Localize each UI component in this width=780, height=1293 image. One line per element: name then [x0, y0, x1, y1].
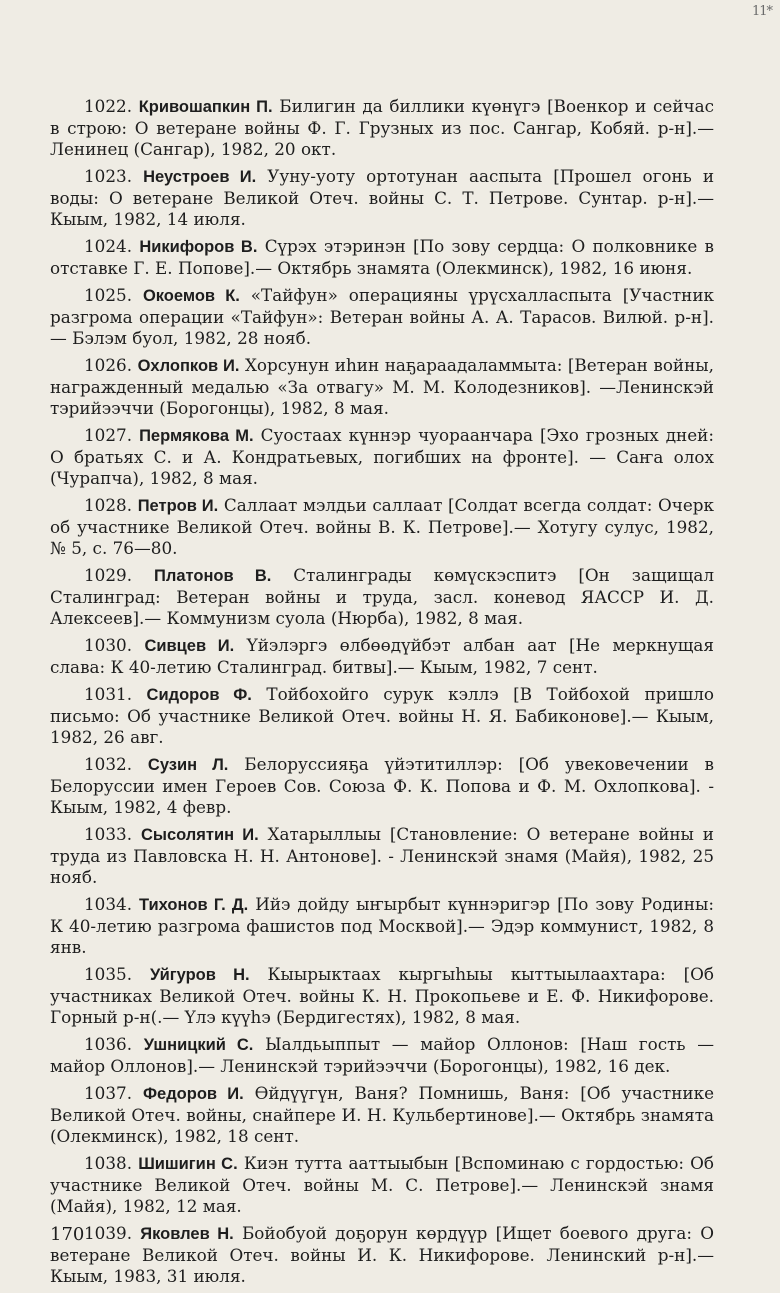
bibliography-entry — [50, 565, 714, 629]
bibliography-entry — [50, 236, 714, 279]
bibliography-entry — [50, 1223, 714, 1287]
entry-number: 1033. — [84, 824, 133, 844]
bibliography-entry — [50, 754, 714, 818]
entry-author: Ушницкий С. — [143, 1036, 254, 1054]
entry-number: 1034. — [84, 894, 133, 914]
entry-number: 1036. — [84, 1034, 133, 1054]
entry-text: Үйэлэргэ өлбөөдүйбэт албан аат [Не меркнущая слава: К 40-летию Сталинград. битвы].— Кыым, 1982, 7 сент. — [50, 635, 714, 677]
entry-text: Тойбохойго сурук кэллэ [В Тойбохой пришло письмо: Об участнике Великой Отеч. войны Н. Я. Бабиконове].— Кыым, 1982, 26 авг. — [50, 684, 714, 747]
entry-number: 1038. — [84, 1153, 133, 1173]
entry-number: 1039. — [84, 1223, 133, 1243]
entry-text: Хатарыллыы [Становление: О ветеране войны и труда из Павловска Н. Н. Антонове]. - Ленинскэй знамя (Майя), 1982, 25 нояб. — [50, 824, 714, 887]
entry-number: 1029. — [84, 565, 133, 585]
entry-author: Яковлев Н. — [140, 1225, 234, 1243]
entry-number: 1031. — [84, 684, 133, 704]
entry-number: 1030. — [84, 635, 133, 655]
entry-author: Никифоров В. — [139, 238, 258, 256]
entry-author: Федоров И. — [142, 1085, 244, 1103]
entry-number: 1024. — [84, 236, 133, 256]
entry-author: Тихонов Г. Д. — [139, 896, 249, 914]
entry-number: 1032. — [84, 754, 133, 774]
entry-author: Пермякова М. — [139, 427, 254, 445]
entry-text: Сүрэх этэринэн [По зову сердца: О полковнике в отставке Г. Е. Попове].— Октябрь знамята (Олекминск), 1982, 16 июня. — [50, 236, 714, 278]
entry-number: 1027. — [84, 425, 133, 445]
entry-number: 1028. — [84, 495, 133, 515]
bibliography-entry — [50, 894, 714, 958]
entry-author: Неустроев И. — [143, 168, 257, 186]
entry-text: Ыалдьыппыт — майор Оллонов: [Наш гость — майор Оллонов].— Ленинскэй тэрийээччи (Борогонцы), 1982, 16 дек. — [50, 1034, 714, 1076]
entry-author: Окоемов К. — [142, 287, 240, 305]
entry-author: Сивцев И. — [144, 637, 235, 655]
page-number: 170 — [50, 1224, 85, 1245]
entry-author: Платонов В. — [153, 567, 272, 585]
bibliography-entry — [50, 355, 714, 419]
bibliography-entry — [50, 166, 714, 230]
entry-text: Суостаах күннэр чуораанчара [Эхо грозных дней: О братьях С. и А. Кондратьевых, погибших на фронте]. — Саҥа олох (Чурапча), 1982, 8 мая. — [50, 425, 714, 488]
entry-author: Уйгуров Н. — [149, 966, 250, 984]
entry-author: Шишигин С. — [138, 1155, 238, 1173]
entry-author: Сидоров Ф. — [146, 686, 252, 704]
bibliography-entry — [50, 1034, 714, 1077]
entry-author: Петров И. — [137, 497, 219, 515]
bibliography-entry — [50, 425, 714, 489]
entry-text: Өйдүүгүн, Ваня? Помнишь, Ваня: [Об участнике Великой Отеч. войны, снайпере И. Н. Кульбертинове].— Октябрь знамята (Олекминск), 1982, 18 сент. — [50, 1083, 714, 1146]
entry-text: Ууну-уоту ортотунан ааспыта [Прошел огонь и воды: О ветеране Великой Отеч. войны С. Т. Петрове. Сунтар. р-н].— Кыым, 1982, 14 июля. — [50, 166, 715, 229]
bibliography-entry — [50, 684, 714, 748]
bibliography-entry — [50, 285, 714, 349]
entry-number: 1025. — [84, 285, 133, 305]
entry-author: Сысолятин И. — [140, 826, 259, 844]
entry-number: 1023. — [84, 166, 133, 186]
entry-author: Кривошапкин П. — [138, 98, 273, 116]
bibliography-entry — [50, 1083, 714, 1147]
bibliography-entry — [50, 1153, 714, 1217]
entry-text: Белоруссияҕа үйэтитиллэр: [Об увековечении в Белоруссии имен Героев Сов. Союза Ф. К. Попова и Ф. М. Охлопкова]. - Кыым, 1982, 4 февр. — [50, 754, 714, 817]
entry-text: Сталинграды көмүскэспитэ [Он защищал Сталинград: Ветеран войны и труда, засл. коневод ЯАССР И. Д. Алексеев].— Коммунизм суола (Нюрба), 1982, 8 мая. — [50, 565, 715, 628]
entry-text: «Тайфун» операцияны үрүсхалласпыта [Участник разгрома операции «Тайфун»: Ветеран войны А. А. Тарасов. Вилюй. р-н].— Бэлэм буол, 1982, 28 нояб. — [50, 285, 715, 348]
bibliography-entry — [50, 96, 714, 160]
entry-text: Хорсунун иһин наҕараадаламмыта: [Ветеран войны, награжденный медалью «За отвагу» М. М. Колодезников]. —Ленинскэй тэрийээччи (Борогонцы), 1982, 8 мая. — [50, 355, 714, 418]
entry-text: Билигин да биллики күөнүгэ [Военкор и сейчас в строю: О ветеране войны Ф. Г. Грузных из пос. Сангар, Кобяй. р-н].— Ленинец (Сангар), 1982, 20 окт. — [50, 96, 715, 159]
corner-mark: 11* — [751, 4, 772, 19]
entry-text: Бойобуой доҕорун көрдүүр [Ищет боевого друга: О ветеране Великой Отеч. войны И. К. Никифорове. Ленинский р-н].— Кыым, 1983, 31 июля. — [50, 1223, 714, 1286]
bibliography-entry — [50, 635, 714, 678]
entry-number: 1026. — [84, 355, 133, 375]
entry-text: Кыырыктаах кыргыһыы кыттыылаахтара: [Об участниках Великой Отеч. войны К. Н. Прокопьеве и Е. Ф. Никифорове. Горный р-н(.— Үлэ күүһэ (Бердигестях), 1982, 8 мая. — [50, 964, 714, 1027]
bibliography-entry — [50, 824, 714, 888]
bibliography-list — [50, 96, 714, 1293]
entry-author: Охлопков И. — [137, 357, 240, 375]
bibliography-entry — [50, 964, 714, 1028]
entry-number: 1022. — [84, 96, 133, 116]
bibliography-entry — [50, 495, 714, 559]
entry-number: 1035. — [84, 964, 133, 984]
entry-text: Саллаат мэлдьи саллаат [Солдат всегда солдат: Очерк об участнике Великой Отеч. войны В. К. Петрове].— Хотугу сулус, 1982, № 5, с. 76—80. — [50, 495, 714, 558]
entry-text: Ийэ дойду ыҥырбыт күннэригэр [По зову Родины: К 40-летию разгрома фашистов под Москвой].— Эдэр коммунист, 1982, 8 янв. — [50, 894, 714, 957]
entry-number: 1037. — [84, 1083, 133, 1103]
entry-author: Сузин Л. — [147, 756, 229, 774]
entry-text: Киэн тутта ааттыыбын [Вспоминаю с гордостью: Об участнике Великой Отеч. войны М. С. Петрове].— Ленинскэй знамя (Майя), 1982, 12 мая. — [50, 1153, 715, 1216]
